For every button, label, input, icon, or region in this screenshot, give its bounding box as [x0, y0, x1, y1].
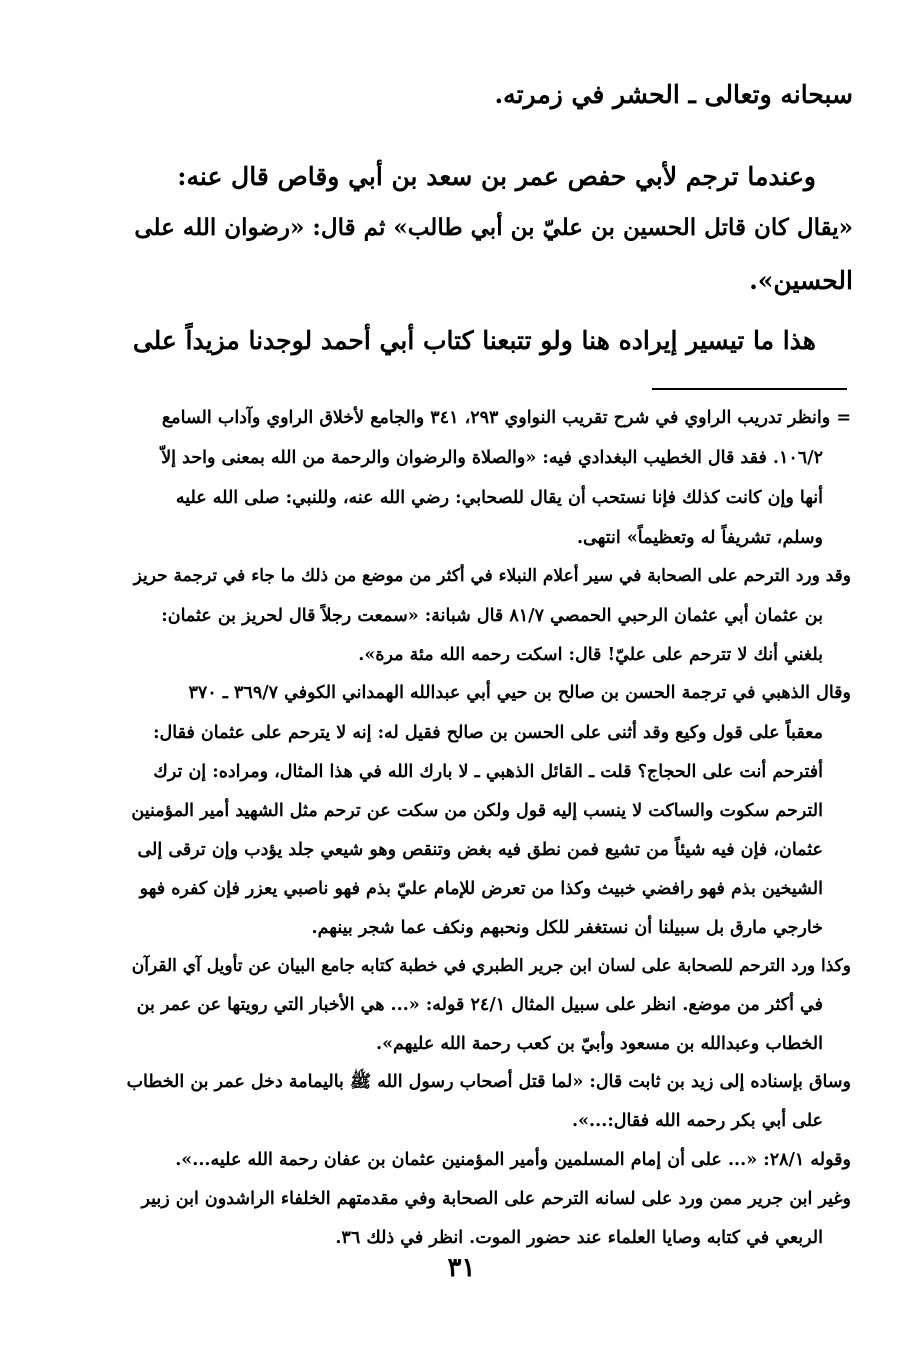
- main-line: الحسين».: [749, 266, 853, 295]
- footnote-line: على أبي بكر رحمه الله فقال:...».: [572, 1111, 823, 1131]
- footnote-line: خارجي مارق بل سبيلنا أن نستغفر للكل ونحبهم ونكف عما شجر بينهم.: [311, 918, 823, 938]
- footnote-line: وقوله ٢٨/١: «... على أن إمام المسلمين وأمير المؤمنين عثمان بن عفان رحمة الله عليه...».: [175, 1150, 851, 1170]
- footnote-line: وغير ابن جرير ممن ورد على لسانه الترحم على الصحابة وفي مقدمتهم الخلفاء الراشدون ابن زبير: [141, 1189, 851, 1209]
- footnote-line: الخطاب وعبدالله بن مسعود وأبيّ بن كعب رحمة الله عليهم».: [376, 1034, 823, 1054]
- footnote-line: أفترحم أنت على الحجاج؟ قلت ـ القائل الذهبي ـ لا بارك الله في هذا المثال، ومراده: إن ترك: [153, 762, 823, 782]
- footnote-line: وكذا ورد الترحم للصحابة على لسان ابن جرير الطبري في خطبة كتابه جامع البيان عن تأويل آي القرآن: [131, 956, 851, 976]
- footnote-line: الترحم سكوت والساكت لا ينسب إليه قول ولكن من سكت عن ترحم مثل الشهيد أمير المؤمنين: [131, 801, 823, 821]
- footnote-line: معقباً على قول وكيع وقد أثنى على الحسن بن صالح فقيل له: إنه لا يترحم على عثمان فقال:: [153, 723, 823, 743]
- main-line: هذا ما تيسير إيراده هنا ولو تتبعنا كتاب أبي أحمد لوجدنا مزيداً على: [132, 326, 816, 355]
- page-number: ٣١: [447, 1253, 476, 1283]
- footnote-line: الشيخين بذم فهو رافضي خبيث وكذا من تعرض للإمام عليّ بذم فهو ناصبي يعزر فإن كفره فهو: [139, 879, 823, 899]
- footnote-divider: [652, 388, 847, 390]
- main-line: وعندما ترجم لأبي حفص عمر بن سعد بن أبي وقاص قال عنه:: [177, 162, 816, 191]
- main-line: «يقال كان قاتل الحسين بن عليّ بن أبي طالب» ثم قال: «رضوان الله على: [134, 214, 853, 241]
- footnote-line: الربعي في كتابه وصايا العلماء عند حضور الموت. انظر في ذلك ٣٦.: [335, 1228, 823, 1248]
- footnote-line: عثمان، فإن فيه شيئاً من تشيع فمن نطق فيه بغض وتنقص وهو شيعي جلد يؤدب وإن ترقى إلى: [137, 840, 823, 860]
- footnote-line: وقد ورد الترحم على الصحابة في سير أعلام النبلاء في أكثر من موضع من ذلك ما جاء في ترجمة حريز: [133, 566, 851, 586]
- footnote-line: بن عثمان أبي عثمان الرحبي الحمصي ٨١/٧ قال شبانة: «سمعت رجلاً قال لحريز بن عثمان:: [161, 606, 823, 626]
- footnote-line: = وانظر تدريب الراوي في شرح تقريب النواوي ٢٩٣، ٣٤١ والجامع لأخلاق الراوي وآداب السامع: [161, 408, 851, 428]
- footnote-line: ١٠٦/٢. فقد قال الخطيب البغدادي فيه: «والصلاة والرضوان والرحمة من الله بمعنى واحد إلاّ: [161, 448, 823, 468]
- footnote-line: بلغني أنك لا تترحم على عليّ! قال: اسكت رحمه الله مئة مرة».: [358, 645, 823, 665]
- main-line: سبحانه وتعالى ـ الحشر في زمرته.: [494, 80, 853, 109]
- footnote-line: وسلم، تشريفاً له وتعظيماً» انتهى.: [576, 528, 823, 548]
- footnote-line: وقال الذهبي في ترجمة الحسن بن صالح بن حيي أبي عبدالله الهمداني الكوفي ٣٦٩/٧ ـ ٣٧٠: [188, 683, 851, 703]
- footnote-line: أنها وإن كانت كذلك فإنا نستحب أن يقال للصحابي: رضي الله عنه، وللنبي: صلى الله عليه: [175, 488, 823, 508]
- footnote-line: وساق بإسناده إلى زيد بن ثابت قال: «لما قتل أصحاب رسول الله ﷺ باليمامة دخل عمر بن الخطاب: [126, 1072, 851, 1092]
- footnote-line: في أكثر من موضع. انظر على سبيل المثال ٢٤/١ قوله: «... هي الأخبار التي رويتها عن عمر بن: [136, 995, 823, 1015]
